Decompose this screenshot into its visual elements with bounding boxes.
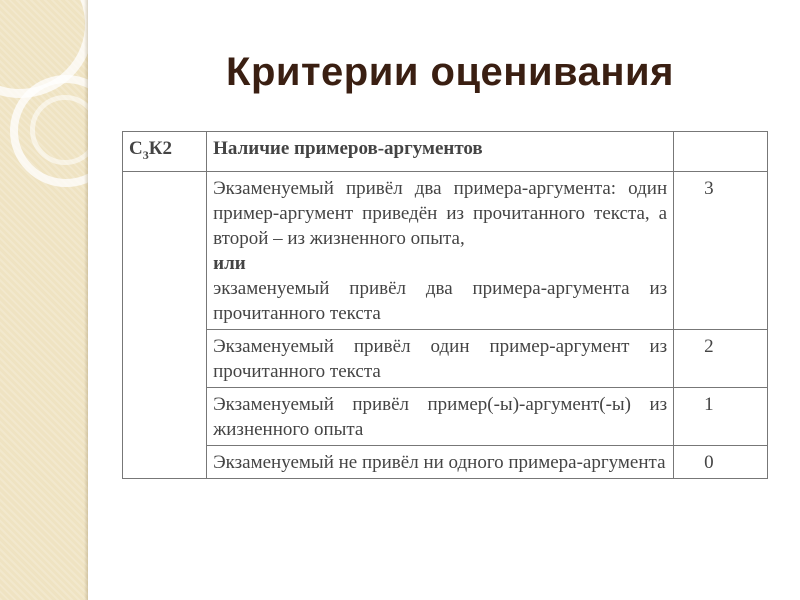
code-rest: К2	[148, 138, 173, 159]
desc-line: Экзаменуемый привёл один пример-аргумент из	[213, 335, 668, 357]
row-score: 0	[674, 445, 768, 478]
desc-line: жизненного опыта	[213, 418, 364, 440]
table-row	[123, 329, 768, 387]
empty-code-cell	[123, 171, 207, 478]
code-sub: 3	[142, 147, 149, 162]
desc-line: прочитанного текста	[213, 360, 381, 382]
decorative-side-band	[0, 0, 88, 600]
row-description	[207, 329, 674, 387]
desc-line: второй – из жизненного опыта,	[213, 227, 465, 249]
desc-line: прочитанного текста	[213, 302, 381, 324]
table-row	[123, 387, 768, 445]
band-shadow	[84, 0, 88, 600]
desc-line: Экзаменуемый не привёл ни одного примера-аргумента	[213, 451, 666, 473]
criterion-title: Наличие примеров-аргументов	[207, 132, 674, 172]
row-score: 2	[674, 329, 768, 387]
table-row	[123, 171, 768, 329]
or-label: или	[213, 252, 246, 274]
row-score: 1	[674, 387, 768, 445]
desc-line: Экзаменуемый привёл два примера-аргумента: один	[213, 177, 668, 199]
criteria-table	[122, 131, 768, 479]
code-main: С	[129, 138, 143, 159]
row-description	[207, 171, 674, 329]
desc-line: пример-аргумент приведён из прочитанного текста, а	[213, 202, 668, 224]
desc-line: Экзаменуемый привёл пример(-ы)-аргумент(-ы) из	[213, 393, 668, 415]
row-description	[207, 445, 674, 478]
desc-line: экзаменуемый привёл два примера-аргумента из	[213, 277, 668, 299]
table-header-row	[123, 132, 768, 172]
slide-title: Критерии оценивания	[226, 50, 674, 94]
row-description	[207, 387, 674, 445]
row-score: 3	[674, 171, 768, 329]
table-row	[123, 445, 768, 478]
criterion-code	[123, 132, 207, 172]
header-score-cell	[674, 132, 768, 172]
